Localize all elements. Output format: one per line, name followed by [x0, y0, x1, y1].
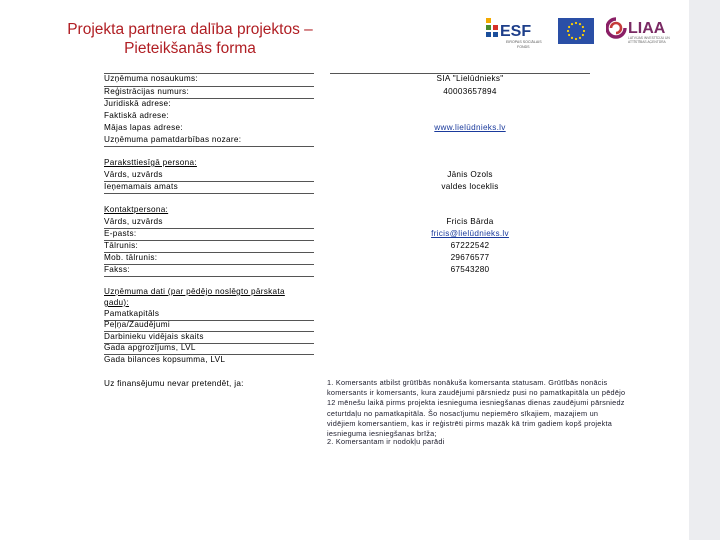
signatory-name-label: Vārds, uzvārds	[104, 170, 163, 179]
contact-name-value: Fricis Bārda	[446, 217, 494, 226]
esf-sub-2: FONDS	[517, 45, 530, 49]
contact-mobile-label: Mob. tālrunis:	[104, 253, 158, 262]
liaa-text: LIAA	[628, 20, 666, 37]
contact-fax-value: 67543280	[450, 265, 490, 274]
side-strip	[689, 0, 720, 540]
business-field-label: Uzņēmuma pamatdarbības nozare:	[104, 135, 242, 144]
signatory-heading: Paraksttiesīgā persona:	[104, 158, 197, 167]
company-name-value: SIA "Lielūdnieks"	[436, 74, 504, 83]
financials-heading-1: Uzņēmuma dati (par pēdējo noslēgto pārskata	[104, 287, 285, 296]
financials-item: Pamatkapitāls	[104, 309, 160, 318]
contact-email-label: E-pasts:	[104, 229, 137, 238]
contact-fax-label: Fakss:	[104, 265, 130, 274]
contact-name-label: Vārds, uzvārds	[104, 217, 163, 226]
esf-sub-1: EIROPAS SOCIĀLAIS	[506, 40, 542, 44]
page-title	[40, 20, 340, 58]
signatory-position-value: valdes loceklis	[441, 182, 499, 191]
reg-number-label: Reģistrācijas numurs:	[104, 87, 190, 96]
legal-address-label: Juridiskā adrese:	[104, 99, 171, 108]
contact-phone-label: Tālrunis:	[104, 241, 139, 250]
website-link[interactable]: www.lielūdnieks.lv	[434, 123, 506, 132]
row-rule	[104, 193, 314, 194]
esf-text: ESF	[500, 23, 532, 40]
reg-number-value: 40003657894	[443, 87, 497, 96]
financials-item: Gada apgrozījums, LVL	[104, 343, 196, 352]
financials-item: Gada bilances kopsumma, LVL	[104, 355, 226, 364]
liaa-sub-1: LATVIJAS INVESTĪCIJU UN	[628, 36, 670, 40]
esf-logo	[484, 16, 542, 50]
row-rule	[104, 276, 314, 277]
signatory-name-value: Jānis Ozols	[447, 170, 493, 179]
financials-item: Peļņa/Zaudējumi	[104, 320, 170, 329]
company-name-label: Uzņēmuma nosaukums:	[104, 74, 198, 83]
row-rule	[104, 146, 314, 147]
signatory-position-label: Ieņemamais amats	[104, 182, 178, 191]
title-line-1: Projekta partnera dalība projektos –	[67, 21, 313, 38]
liaa-sub-2: ATTĪSTĪBAS AĢENTŪRA	[628, 40, 666, 44]
ineligible-label: Uz finansējumu nevar pretendēt, ja:	[104, 379, 244, 388]
financials-item: Darbinieku vidējais skaits	[104, 332, 204, 341]
contact-heading: Kontaktpersona:	[104, 205, 169, 214]
contact-phone-value: 67222542	[450, 241, 490, 250]
contact-mobile-value: 29676577	[450, 253, 490, 262]
title-line-2: Pieteikšanās forma	[124, 40, 256, 57]
condition-2-text: 2. Komersantam ir nodokļu parādi	[327, 437, 445, 446]
financials-heading-2: gadu):	[104, 298, 130, 307]
row-rule	[104, 264, 314, 265]
condition-1-text: 1. Komersants atbilst grūtībās nonākuša komersanta statusam. Grūtībās nonācis komersants ir komersants, kura zaudējumi pārsniedz pusi no pamatkapitāla un pēdējo 12 mēnešu laikā pirms projekta iesnieguma iesniegšanas dienas zaudējumi pārsniedz ceturtdaļu no pamatkapitāla. Šo nosacījumu nepiemēro sīkajiem, mazajiem un vidējiem komersantiem, kas ir reģistrēti pirms mazāk kā trim gadiem kopš projekta iesnieguma iesniegšanas brīža;	[327, 378, 626, 439]
eu-flag-logo	[558, 18, 594, 44]
website-label: Mājas lapas adrese:	[104, 123, 183, 132]
contact-email-link[interactable]: fricis@lielūdnieks.lv	[431, 229, 509, 238]
liaa-logo	[606, 16, 682, 48]
actual-address-label: Faktiskā adrese:	[104, 111, 169, 120]
